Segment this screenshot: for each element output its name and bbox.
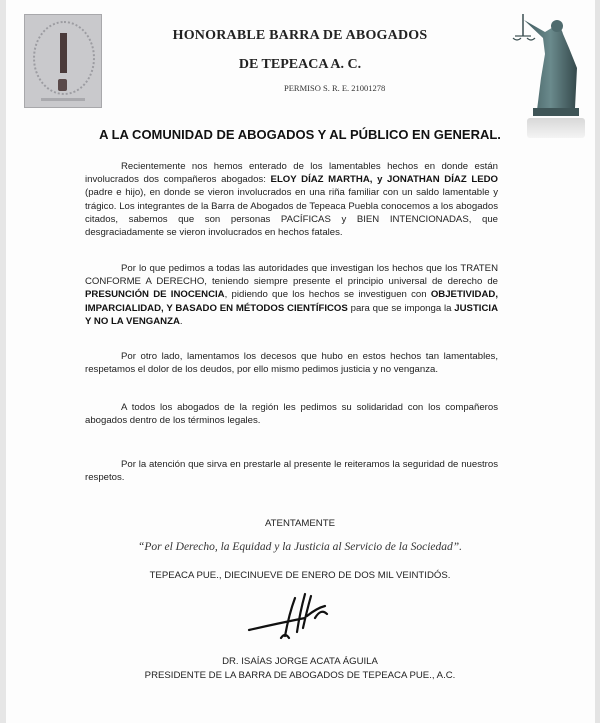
signature-icon [245,588,345,643]
signer-name: DR. ISAÍAS JORGE ACATA ÁGUILA [222,656,378,667]
signer-role: PRESIDENTE DE LA BARRA DE ABOGADOS DE TEPEACA PUE., A.C. [144,670,456,681]
closing-salutation: ATENTAMENTE [265,518,335,529]
org-name-line2: DE TEPEACA A. C. [238,57,362,72]
place-date: TEPEACA PUE., DIECINUEVE DE ENERO DE DOS MIL VEINTIDÓS. [149,570,451,581]
paragraph-3: Por otro lado, lamentamos los decesos que hubo en estos hechos tan lamentables, respetamos el dolor de los deudos, por ello mismo pedimos justicia y no venganza. [85,351,498,376]
page-edge-right [595,0,600,723]
permit-number: PERMISO S. R. E. 21001278 [284,83,386,93]
paragraph-5: Por la atención que sirva en prestarle al presente le reiteramos la seguridad de nuestros respetos. [85,459,498,484]
paragraph-2: Por lo que pedimos a todas las autoridades que investigan los hechos que los TRATEN CONFORME A DERECHO, teniendo siempre presente el principio universal de derecho de PRESUNCIÓN DE INOCENCIA, pidiendo que los hechos se investiguen con OBJETIVIDAD, IMPARCIALIDAD, Y BASADO EN MÉTODOS CIENTÍFICOS para que se imponga la JUSTICIA Y NO LA VENGANZA. [85,263,498,327]
paragraph-1: Recientemente nos hemos enterado de los lamentables hechos en donde están involucrados dos compañeros abogados: ELOY DÍAZ MARTHA, y JONATHAN DÍAZ LEDO (padre e hijo), en donde se vieron involucrados en una riña familiar con un saldo lamentable y trágico. Los integrantes de la Barra de Abogados de Tepeaca Puebla conocemos a los abogados citados, sabemos que son personas PACÍFICAS y BIEN INTENCIONADAS, que desgraciadamente se vieron involucrados en hechos fatales. [85,161,498,239]
paragraph-4: A todos los abogados de la región les pedimos su solidaridad con los compañeros abogados dentro de los términos legales. [85,402,498,427]
motto: “Por el Derecho, la Equidad y la Justicia al Servicio de la Sociedad”. [137,541,463,553]
org-name-line1: HONORABLE BARRA DE ABOGADOS [172,28,428,43]
document-title: A LA COMUNIDAD DE ABOGADOS Y AL PÚBLICO EN GENERAL. [99,127,501,142]
